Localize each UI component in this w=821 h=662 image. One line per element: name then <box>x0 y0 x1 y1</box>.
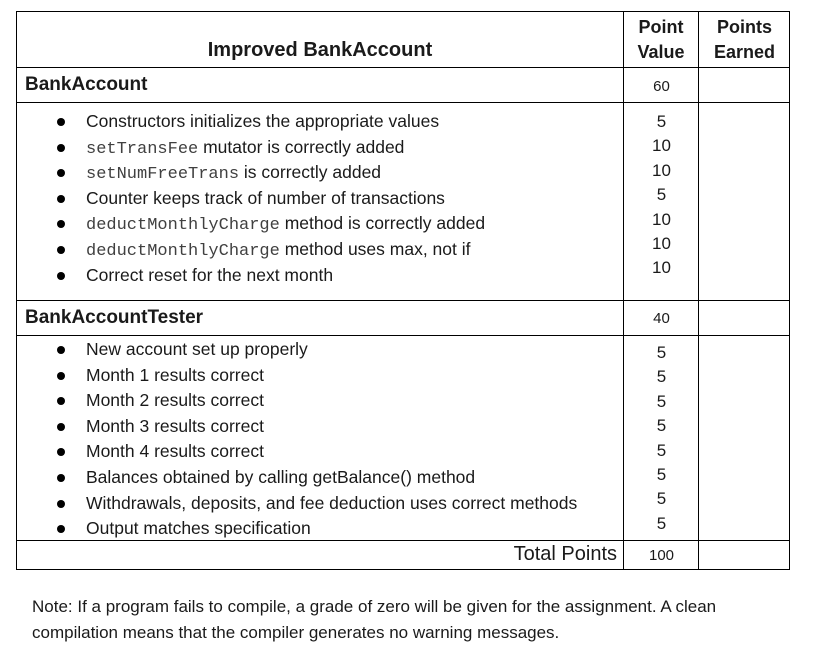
section-point-value: 60 <box>653 78 670 95</box>
total-points-label: Total Points <box>513 543 617 565</box>
compilation-note: Note: If a program fails to compile, a grade of zero will be given for the assignment. A clean compilation means that the compiler generates no warning messages. <box>32 597 717 642</box>
criterion-item <box>17 414 577 440</box>
criterion-item <box>17 465 577 491</box>
bullet-icon <box>57 118 65 126</box>
bullet-icon <box>57 246 65 254</box>
points-earned-header <box>699 12 790 67</box>
header-line: Point <box>638 16 684 37</box>
bullet-icon <box>57 397 65 405</box>
criterion-text: method uses max, not if <box>279 238 471 259</box>
code-term: setTransFee <box>86 139 199 159</box>
bullet-icon <box>57 195 65 203</box>
bullet-icon <box>57 448 65 456</box>
criterion-item <box>17 160 485 186</box>
point-value: 10 <box>652 136 671 156</box>
criterion-item <box>17 237 485 263</box>
criterion-item <box>17 516 577 542</box>
code-term: setNumFreeTrans <box>86 165 240 185</box>
section-name: BankAccountTester <box>25 307 204 328</box>
criterion-text: is correctly added <box>239 162 382 183</box>
point-value: 5 <box>656 112 667 131</box>
criterion-item <box>17 363 577 389</box>
section-point-value: 40 <box>653 310 670 327</box>
row-divider <box>17 102 789 103</box>
code-term: deductMonthlyCharge <box>86 241 280 261</box>
column-divider <box>623 12 624 569</box>
rubric-title <box>17 12 623 67</box>
criterion-text: mutator is correctly added <box>198 136 405 157</box>
point-value: 5 <box>656 513 667 533</box>
bullet-icon <box>57 169 65 177</box>
rubric-title-text: Improved BankAccount <box>207 39 433 61</box>
point-value: 5 <box>656 343 667 362</box>
criterion-text: Month 3 results correct <box>86 415 264 436</box>
header-line: Points <box>716 16 772 37</box>
criterion-text: Correct reset for the next month <box>86 264 334 285</box>
section-name: BankAccount <box>25 74 148 95</box>
row-divider <box>17 300 789 301</box>
point-values-list <box>625 110 698 281</box>
point-value: 10 <box>652 258 671 278</box>
point-value: 5 <box>656 464 667 484</box>
rubric-table <box>16 11 790 570</box>
criterion-text: New account set up properly <box>86 339 308 359</box>
bullet-icon <box>57 372 65 380</box>
column-divider <box>698 12 699 569</box>
criterion-item <box>17 211 485 237</box>
criterion-item <box>17 439 577 465</box>
total-points-value: 100 <box>648 547 675 564</box>
criterion-text: Counter keeps track of number of transactions <box>86 187 445 208</box>
criterion-text: Month 2 results correct <box>86 390 264 411</box>
header-line: Earned <box>713 41 776 62</box>
point-value: 5 <box>656 440 667 460</box>
bullet-icon <box>57 500 65 508</box>
criterion-item <box>17 135 485 161</box>
point-value: 10 <box>652 209 671 229</box>
point-value-header <box>624 12 698 67</box>
row-divider <box>17 67 789 68</box>
point-value: 5 <box>656 391 667 411</box>
criterion-text: Output matches specification <box>86 518 311 539</box>
criterion-item <box>17 337 577 363</box>
criterion-text: method is correctly added <box>279 213 486 234</box>
bullet-icon <box>57 272 65 280</box>
point-value: 10 <box>652 233 671 253</box>
point-value: 5 <box>656 489 667 509</box>
bullet-icon <box>57 144 65 152</box>
point-value: 10 <box>652 160 671 180</box>
bullet-icon <box>57 346 65 354</box>
criterion-item <box>17 263 485 289</box>
criterion-item <box>17 388 577 414</box>
row-divider <box>17 335 789 336</box>
criterion-text: Withdrawals, deposits, and fee deduction uses correct methods <box>86 492 578 513</box>
bullet-icon <box>57 423 65 431</box>
criterion-text: Balances obtained by calling getBalance() method <box>86 466 476 487</box>
code-term: deductMonthlyCharge <box>86 216 280 236</box>
point-values-list <box>625 341 698 536</box>
point-value: 5 <box>656 416 667 436</box>
criteria-list <box>17 337 577 542</box>
criterion-text: Constructors initializes the appropriate values <box>86 111 440 131</box>
header-line: Value <box>637 41 685 62</box>
bullet-icon <box>57 525 65 533</box>
criteria-list <box>17 109 485 288</box>
criterion-text: Month 4 results correct <box>86 441 264 462</box>
criterion-item <box>17 186 485 212</box>
criterion-item <box>17 491 577 517</box>
point-value: 5 <box>656 185 667 205</box>
bullet-icon <box>57 474 65 482</box>
point-value: 5 <box>656 367 667 387</box>
criterion-text: Month 1 results correct <box>86 364 264 385</box>
criterion-item <box>17 109 485 135</box>
bullet-icon <box>57 220 65 228</box>
